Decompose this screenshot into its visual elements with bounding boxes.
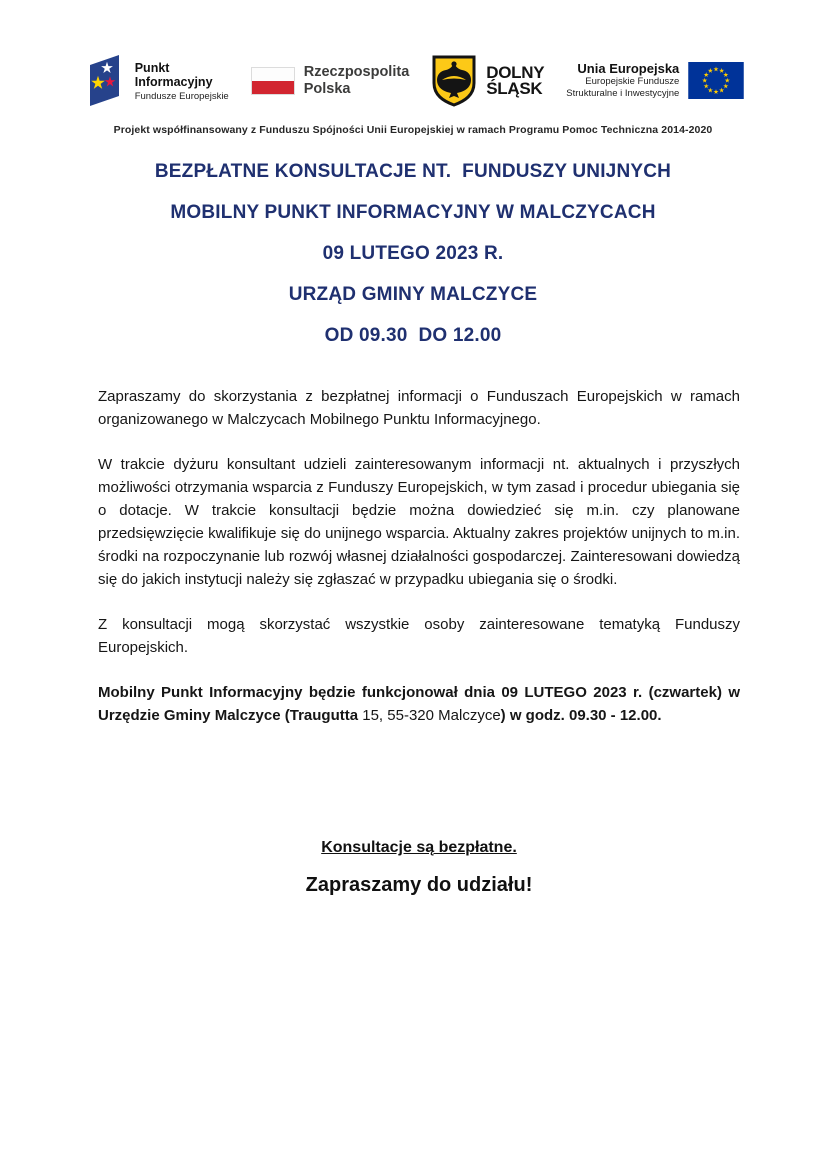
- poland-logo-caption: [304, 64, 410, 97]
- closing-block: [98, 839, 740, 897]
- poland-caption-line2: Polska: [303, 81, 351, 97]
- paragraph-audience: Z konsultacji mogą skorzystać wszystkie osoby zainteresowane tematyką Funduszy Europejskich.: [98, 615, 740, 656]
- eu-caption-title: Unia Europejska: [577, 60, 680, 76]
- logo-funds: [82, 52, 229, 110]
- funds-logo-subtitle: Fundusze Europejskie: [134, 90, 229, 102]
- funds-logo-name-line1: Punkt: [134, 60, 170, 75]
- dolny-slask-line1: DOLNY: [486, 62, 545, 82]
- eu-logo-caption: [566, 62, 679, 100]
- headline-line-4: URZĄD GMINY MALCZYCE: [288, 283, 538, 305]
- body-content: [0, 367, 826, 897]
- logo-dolny-slask: [431, 55, 544, 107]
- headline-line-3: 09 LUTEGO 2023 R.: [322, 242, 504, 264]
- logo-poland: [251, 64, 410, 97]
- eu-caption-sub1: Europejskie Fundusze: [585, 76, 680, 88]
- logo-strip: [0, 0, 826, 110]
- poland-caption-line1: Rzeczpospolita: [303, 64, 410, 81]
- schedule-part1: Mobilny Punkt Informacyjny będzie funkcjonował dnia 09 LUTEGO 2023 r. (czwartek) w Urzędzie Gminy Malczyce (Traugutta: [98, 683, 740, 724]
- closing-free-note: Konsultacje są bezpłatne.: [321, 838, 517, 856]
- dolny-slask-crest-icon: [431, 55, 477, 107]
- schedule-part3: ) w godz. 09.30 - 12.00.: [500, 706, 662, 724]
- eu-flag-icon: [688, 62, 744, 99]
- headline-line-2: MOBILNY PUNKT INFORMACYJNY W MALCZYCACH: [170, 201, 656, 223]
- paragraph-details: W trakcie dyżuru konsultant udzieli zainteresowanym informacji nt. aktualnych i przyszłych możliwości otrzymania wsparcia z Funduszy Europejskich, w tym zasad i procedur ubiegania się o dotacje. W trakcie konsultacji będzie można dowiedzieć się m.in. czy planowane przedsięwzięcie kwalifikuje się do unijnego wsparcia. Aktualny zakres projektów unijnych to m.in. środki na rozpoczynanie lub rozwój własnej działalności gospodarczej. Zainteresowani dowiedzą się do jakich instytucji należy się zgłaszać w przypadku ubiegania się o środki.: [98, 455, 740, 588]
- dolny-slask-line2: ŚLĄSK: [486, 79, 543, 98]
- headline-line-1: BEZPŁATNE KONSULTACJE NT. FUNDUSZY UNIJNYCH: [154, 161, 672, 182]
- headline-line-5: OD 09.30 DO 12.00: [324, 324, 502, 346]
- schedule-address: 15, 55-320 Malczyce: [362, 706, 501, 724]
- cofinancing-note: Projekt współfinansowany z Funduszu Spójności Unii Europejskiej w ramach Programu Pomoc Techniczna 2014-2020: [113, 124, 713, 136]
- paragraph-schedule: [98, 681, 740, 727]
- closing-invitation: Zapraszamy do udziału!: [305, 873, 533, 896]
- poland-flag-icon: [251, 67, 295, 95]
- funds-logo-name-line2: Informacyjny: [134, 74, 213, 89]
- headline-block: [0, 162, 826, 346]
- paragraph-intro: Zapraszamy do skorzystania z bezpłatnej informacji o Funduszach Europejskich w ramach organizowanego w Malczycach Mobilnego Punktu Informacyjnego.: [98, 387, 740, 428]
- dolny-slask-caption: [486, 62, 545, 98]
- funds-logo-caption: [135, 61, 229, 102]
- european-funds-flag-icon: [82, 52, 126, 110]
- eu-caption-sub2: Strukturalne i Inwestycyjne: [566, 88, 680, 100]
- logo-eu: [566, 62, 744, 100]
